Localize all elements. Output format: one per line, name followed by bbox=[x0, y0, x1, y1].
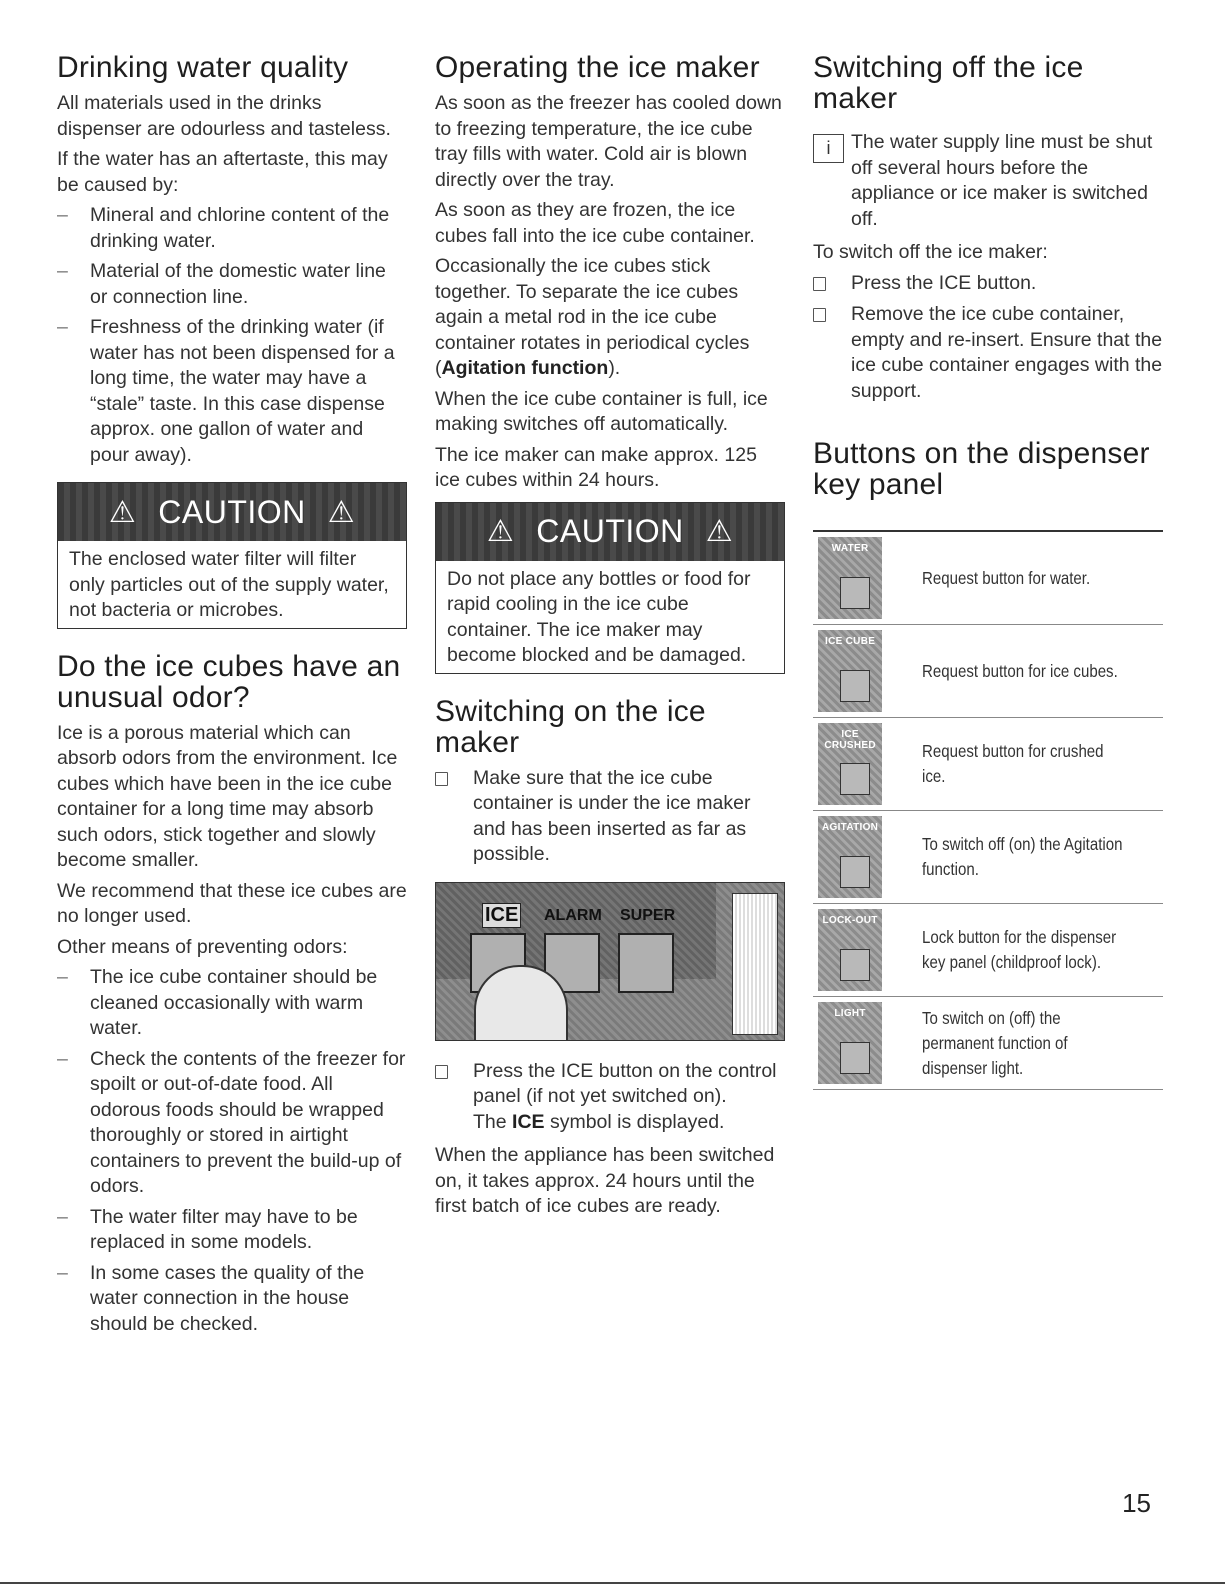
paragraph: We recommend that these ice cubes are no longer used. bbox=[57, 879, 407, 927]
table-row bbox=[813, 625, 1163, 718]
heading-switching-on: Switching on the ice maker bbox=[435, 694, 706, 759]
column-right bbox=[813, 52, 1163, 1090]
switch-off-steps bbox=[813, 271, 1163, 405]
paragraph: When the ice cube container is full, ice making switches off automatically. bbox=[435, 387, 768, 435]
key-description: Lock button for the dispenser key panel (childproof lock). bbox=[922, 927, 1117, 972]
caution-box bbox=[435, 502, 785, 674]
water-button-icon: WATER bbox=[818, 537, 882, 619]
paragraph: Other means of preventing odors: bbox=[57, 935, 348, 958]
page-number: 15 bbox=[1122, 1488, 1151, 1518]
list-item: Press the ICE button. bbox=[813, 271, 1163, 297]
bottom-rule bbox=[0, 1582, 1225, 1584]
paragraph: When the appliance has been switched on, it takes approx. 24 hours until the first batch of ice cubes are ready. bbox=[435, 1144, 775, 1217]
key-panel-table bbox=[813, 530, 1163, 1090]
display-window-icon bbox=[732, 893, 778, 1035]
key-description: Request button for water. bbox=[922, 567, 1091, 588]
info-icon: i bbox=[813, 134, 844, 163]
ice-symbol-term: ICE bbox=[512, 1110, 545, 1133]
agitation-button-icon: AGITATION bbox=[818, 816, 882, 898]
key-description: To switch on (off) the permanent function of dispenser light. bbox=[922, 1007, 1068, 1078]
heading-operating-ice-maker: Operating the ice maker bbox=[435, 51, 760, 84]
table-row bbox=[813, 811, 1163, 904]
paragraph: If the water has an aftertaste, this may be caused by: bbox=[57, 148, 388, 196]
switch-on-steps bbox=[435, 766, 785, 868]
list-item: – Freshness of the drinking water (if water has not been dispensed for a long time, the water may have a “stale” taste. In this case dispense approx. one gallon of water and pour away). bbox=[57, 315, 407, 468]
key-description: Request button for crushed ice. bbox=[922, 741, 1104, 786]
warning-triangle-icon: ⚠ bbox=[327, 495, 356, 529]
column-middle bbox=[435, 52, 785, 1225]
heading-switching-off: Switching off the ice maker bbox=[813, 51, 1084, 115]
table-row bbox=[813, 997, 1163, 1090]
table-row bbox=[813, 904, 1163, 997]
causes-list bbox=[57, 203, 407, 468]
lock-out-button-icon: LOCK-OUT bbox=[818, 909, 882, 991]
list-item: – Mineral and chlorine content of the drinking water. bbox=[57, 203, 407, 254]
paragraph: All materials used in the drinks dispenser are odourless and tasteless. bbox=[57, 92, 391, 140]
paragraph: As soon as they are frozen, the ice cubes fall into the ice cube container. bbox=[435, 199, 755, 247]
key-description: Request button for ice cubes. bbox=[922, 660, 1118, 681]
info-note: i The water supply line must be shut off several hours before the appliance or ice maker is switched off. bbox=[813, 130, 1163, 232]
list-item: – Material of the domestic water line or connection line. bbox=[57, 259, 407, 310]
paragraph: As soon as the freezer has cooled down to freezing temperature, the ice cube tray fills with water. Cold air is blown directly over the tray. bbox=[435, 92, 782, 191]
caution-box bbox=[57, 482, 407, 629]
paragraph: Ice is a porous material which can absorb odors from the environment. Ice cubes which have been in the ice cube container for a long time may absorb such odors, stick together and slowly become smaller. bbox=[57, 721, 398, 871]
ice-crushed-button-icon: ICE CRUSHED bbox=[818, 723, 882, 805]
checkbox-icon bbox=[813, 308, 826, 322]
list-item: – In some cases the quality of the water connection in the house should be checked. bbox=[57, 1261, 407, 1338]
control-panel-photo bbox=[435, 882, 785, 1041]
caution-banner bbox=[436, 503, 784, 561]
paragraph: To switch off the ice maker: bbox=[813, 241, 1048, 263]
caution-banner bbox=[58, 483, 406, 541]
list-item: Press the ICE button on the control panel (if not yet switched on). The ICE symbol is displayed. bbox=[435, 1059, 785, 1136]
key-description: To switch off (on) the Agitation function. bbox=[922, 834, 1123, 879]
heading-ice-cube-odor: Do the ice cubes have an unusual odor? bbox=[57, 649, 401, 714]
list-item: Make sure that the ice cube container is under the ice maker and has been inserted as far as possible. bbox=[435, 766, 785, 868]
list-item: – The ice cube container should be cleaned occasionally with warm water. bbox=[57, 965, 407, 1042]
heading-dispenser-buttons: Buttons on the dispenser key panel bbox=[813, 437, 1150, 501]
caution-label: CAUTION bbox=[158, 493, 306, 530]
caution-label: CAUTION bbox=[536, 513, 684, 549]
list-item: Remove the ice cube container, empty and re-insert. Ensure that the ice cube container engages with the support. bbox=[813, 302, 1163, 404]
photo-alarm-label: ALARM bbox=[544, 906, 602, 924]
caution-text: The enclosed water filter will filter only particles out of the supply water, not bacteria or microbes. bbox=[69, 548, 389, 621]
light-button-icon: LIGHT bbox=[818, 1002, 882, 1084]
heading-drinking-water-quality: Drinking water quality bbox=[57, 51, 349, 84]
warning-triangle-icon: ⚠ bbox=[108, 495, 137, 529]
ice-cube-button-icon: ICE CUBE bbox=[818, 630, 882, 712]
checkbox-icon bbox=[813, 277, 826, 291]
switch-on-steps bbox=[435, 1059, 785, 1136]
paragraph: Occasionally the ice cubes stick together. To separate the ice cubes again a metal rod in the ice cube container rotates in periodical cycles (Agitation function). bbox=[435, 255, 750, 379]
photo-ice-label: ICE bbox=[482, 903, 521, 928]
column-left bbox=[57, 52, 407, 1342]
table-row bbox=[813, 532, 1163, 625]
warning-triangle-icon: ⚠ bbox=[486, 515, 515, 548]
list-item: – Check the contents of the freezer for spoilt or out-of-date food. All odorous foods should be wrapped thoroughly or stored in airtight containers to prevent the build-up of odors. bbox=[57, 1047, 407, 1200]
warning-triangle-icon: ⚠ bbox=[705, 515, 734, 548]
paragraph: The ice maker can make approx. 125 ice cubes within 24 hours. bbox=[435, 443, 757, 491]
table-row bbox=[813, 718, 1163, 811]
photo-super-label: SUPER bbox=[620, 906, 676, 924]
checkbox-icon bbox=[435, 772, 448, 786]
list-item: – The water filter may have to be replaced in some models. bbox=[57, 1205, 407, 1256]
agitation-function-term: Agitation function bbox=[441, 357, 609, 379]
super-button-icon bbox=[618, 933, 674, 993]
caution-text: Do not place any bottles or food for rapid cooling in the ice cube container. The ice maker may become blocked and be damaged. bbox=[447, 567, 751, 666]
checkbox-icon bbox=[435, 1065, 448, 1079]
means-list bbox=[57, 965, 407, 1337]
